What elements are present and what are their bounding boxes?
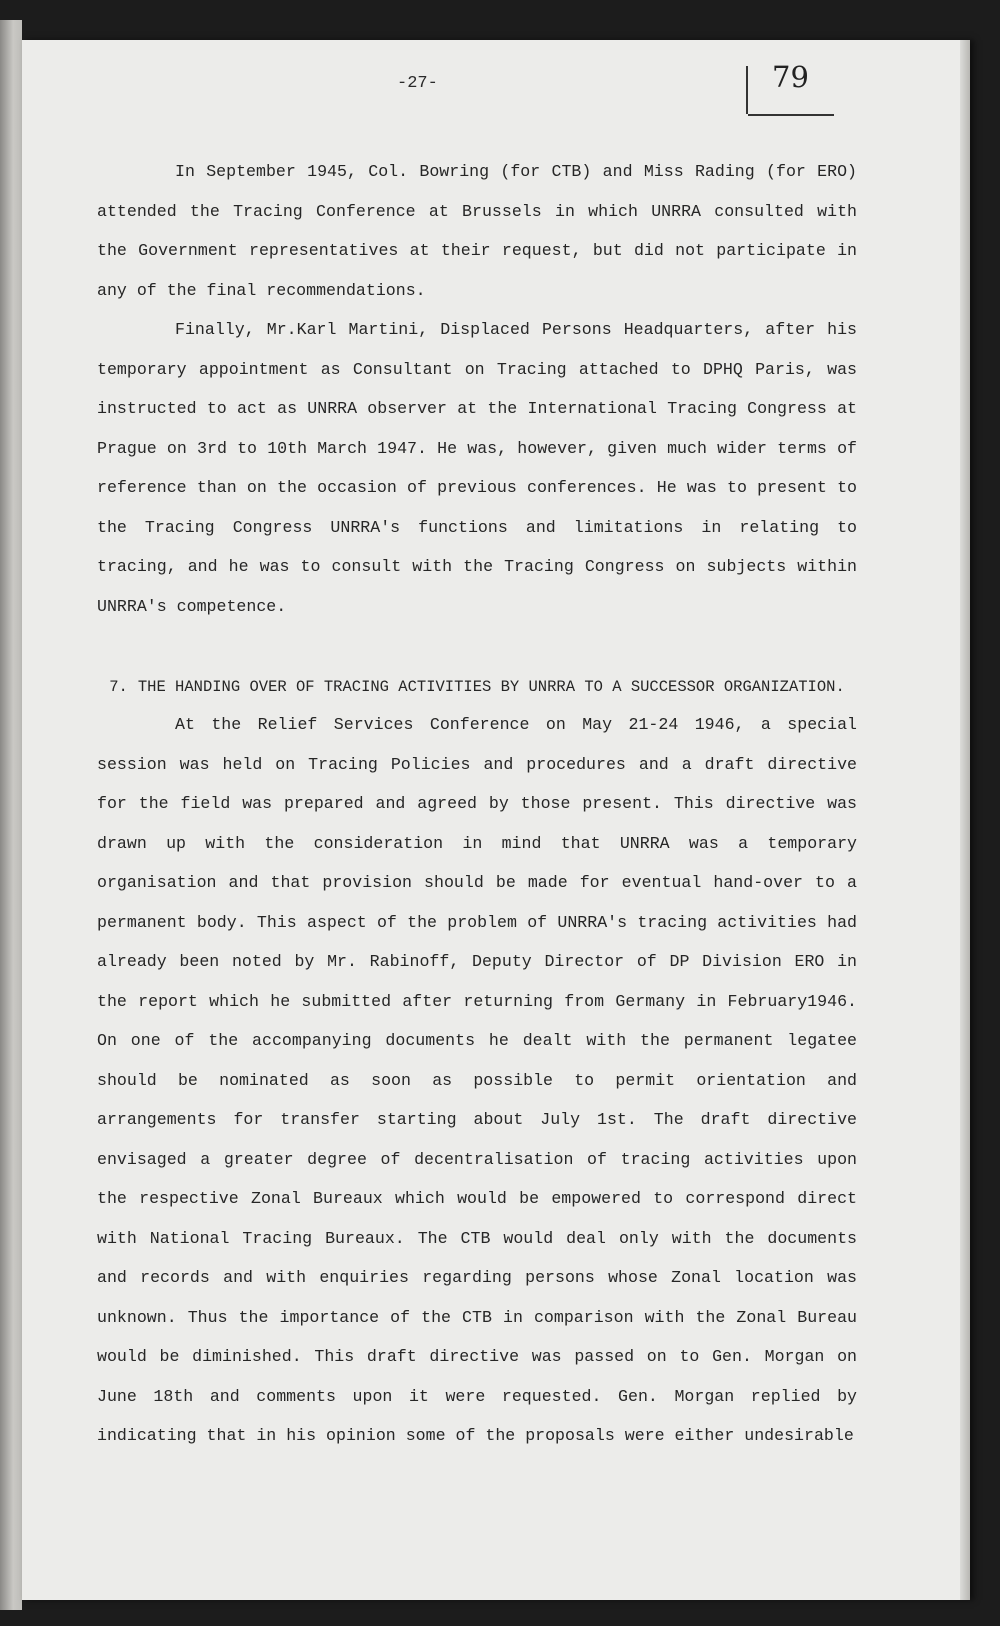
section-number: 7. (109, 678, 128, 696)
folio-bracket-line (746, 66, 748, 114)
section-title: THE HANDING OVER OF TRACING ACTIVITIES BY UNRRA TO A SUCCESSOR ORGANIZATION. (137, 678, 845, 696)
page-number: -27- (397, 74, 438, 93)
document-body (97, 152, 857, 1456)
paragraph-relief-services: At the Relief Services Conference on May 21-24 1946, a special session was held on Tracing Policies and procedures and a draft directive for the field was prepared and agreed by those present. This directive was drawn up with the consideration in mind that UNRRA was a temporary organisation and that provision should be made for eventual hand-over to a permanent body. This aspect of the problem of UNRRA's tracing activities had already been noted by Mr. Rabinoff, Deputy Director of DP Division ERO in the report which he submitted after returning from Germany in February1946. On one of the accompanying documents he dealt with the permanent legatee should be nominated as soon as possible to permit orientation and arrangements for transfer starting about July 1st. The draft directive envisaged a greater degree of decentralisation of tracing activities upon the respective Zonal Bureaux which would be empowered to correspond direct with National Tracing Bureaux. The CTB would deal only with the documents and records and with enquiries regarding persons whose Zonal location was unknown. Thus the importance of the CTB in comparison with the Zonal Bureau would be diminished. This draft directive was passed on to Gen. Morgan on June 18th and comments upon it were requested. Gen. Morgan replied by indicating that in his opinion some of the proposals were either undesirable (97, 715, 857, 1445)
folio-stamp (744, 60, 838, 98)
document-page (22, 40, 970, 1600)
folio-number: 79 (772, 60, 809, 94)
paragraph-prague-congress: Finally, Mr.Karl Martini, Displaced Persons Headquarters, after his temporary appointment as Consultant on Tracing attached to DPHQ Paris, was instructed to act as UNRRA observer at the International Tracing Congress at Prague on 3rd to 10th March 1947. He was, however, given much wider terms of reference than on the occasion of previous conferences. He was to present to the Tracing Congress UNRRA's functions and limitations in relating to tracing, and he was to consult with the Tracing Congress on subjects within UNRRA's competence. (97, 320, 857, 616)
previous-page-edge (0, 20, 22, 1610)
paragraph-brussels-conference: In September 1945, Col. Bowring (for CTB) and Miss Rading (for ERO) attended the Tracing Conference at Brussels in which UNRRA consulted with the Government representatives at their request, but did not participate in any of the final recommendations. (97, 162, 857, 300)
folio-underline (748, 114, 834, 116)
page-edge (960, 40, 970, 1600)
section-heading (97, 678, 857, 697)
